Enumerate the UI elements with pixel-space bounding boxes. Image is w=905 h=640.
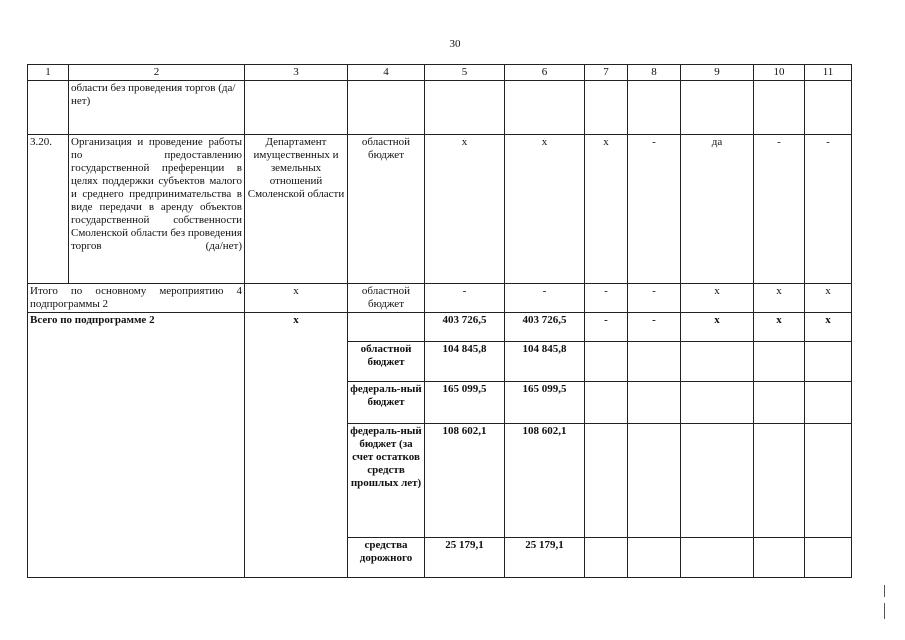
- cell-6: x: [505, 135, 585, 284]
- column-header: 6: [505, 65, 585, 81]
- column-header: 1: [28, 65, 69, 81]
- column-header: 7: [585, 65, 628, 81]
- funding-source: областной бюджет: [348, 284, 425, 313]
- cell-8: -: [628, 284, 681, 313]
- row-number: 3.20.: [28, 135, 69, 284]
- cell-7: -: [585, 284, 628, 313]
- column-header: 2: [69, 65, 245, 81]
- funding-source: областной бюджет: [348, 135, 425, 284]
- column-header: 10: [754, 65, 805, 81]
- cell-6: 165 099,5: [505, 382, 585, 424]
- cell-5: 25 179,1: [425, 538, 505, 578]
- column-header: 4: [348, 65, 425, 81]
- column-number-row: [28, 65, 852, 81]
- budget-table: [27, 64, 852, 578]
- continuation-text: области без проведения торгов (да/нет): [69, 81, 245, 135]
- cell-10: x: [754, 313, 805, 342]
- cell-6: 403 726,5: [505, 313, 585, 342]
- cell-6: 104 845,8: [505, 342, 585, 382]
- cell-11: x: [805, 313, 852, 342]
- funding-source: средства дорожного: [348, 538, 425, 578]
- table-row-total-event-4: [28, 284, 852, 313]
- funding-source: областной бюджет: [348, 342, 425, 382]
- cell-7: x: [585, 135, 628, 284]
- cell-6: -: [505, 284, 585, 313]
- funding-source: федераль-ный бюджет (за счет остатков средств прошлых лет): [348, 424, 425, 538]
- event-name: Организация и проведение работы по предоставлению государственной преференции в целях поддержки субъектов малого и среднего предпринимательства в виде передачи в аренду объектов государственной собственности Смоленской области без проведения торгов (да/нет): [69, 135, 245, 284]
- scan-edge-mark: [884, 585, 885, 597]
- table-row-total-subprogram-2: [28, 313, 852, 342]
- cell-5: 108 602,1: [425, 424, 505, 538]
- cell-5: 403 726,5: [425, 313, 505, 342]
- cell-8: -: [628, 313, 681, 342]
- cell-6: 108 602,1: [505, 424, 585, 538]
- cell-10: x: [754, 284, 805, 313]
- cell-3: x: [245, 284, 348, 313]
- cell-9: x: [681, 313, 754, 342]
- cell-8: -: [628, 135, 681, 284]
- column-header: 3: [245, 65, 348, 81]
- cell-7: -: [585, 313, 628, 342]
- total-subprogram-label: Всего по подпрограмме 2: [28, 313, 245, 578]
- cell-6: 25 179,1: [505, 538, 585, 578]
- table-row-3-20: [28, 135, 852, 284]
- column-header: 9: [681, 65, 754, 81]
- funding-source: федераль-ный бюджет: [348, 382, 425, 424]
- cell-5: x: [425, 135, 505, 284]
- cell-5: 165 099,5: [425, 382, 505, 424]
- column-header: 8: [628, 65, 681, 81]
- column-header: 5: [425, 65, 505, 81]
- scan-edge-mark: [884, 603, 885, 619]
- cell-5: 104 845,8: [425, 342, 505, 382]
- continuation-row: [28, 81, 852, 135]
- cell-11: -: [805, 135, 852, 284]
- cell-11: x: [805, 284, 852, 313]
- cell-9: да: [681, 135, 754, 284]
- cell-9: x: [681, 284, 754, 313]
- cell-10: -: [754, 135, 805, 284]
- column-header: 11: [805, 65, 852, 81]
- cell-3: x: [245, 313, 348, 578]
- executor: Департамент имущественных и земельных отношений Смоленской области: [245, 135, 348, 284]
- page-number: 30: [449, 38, 461, 50]
- cell-5: -: [425, 284, 505, 313]
- total-event-label: Итого по основному мероприятию 4 подпрограммы 2: [28, 284, 245, 313]
